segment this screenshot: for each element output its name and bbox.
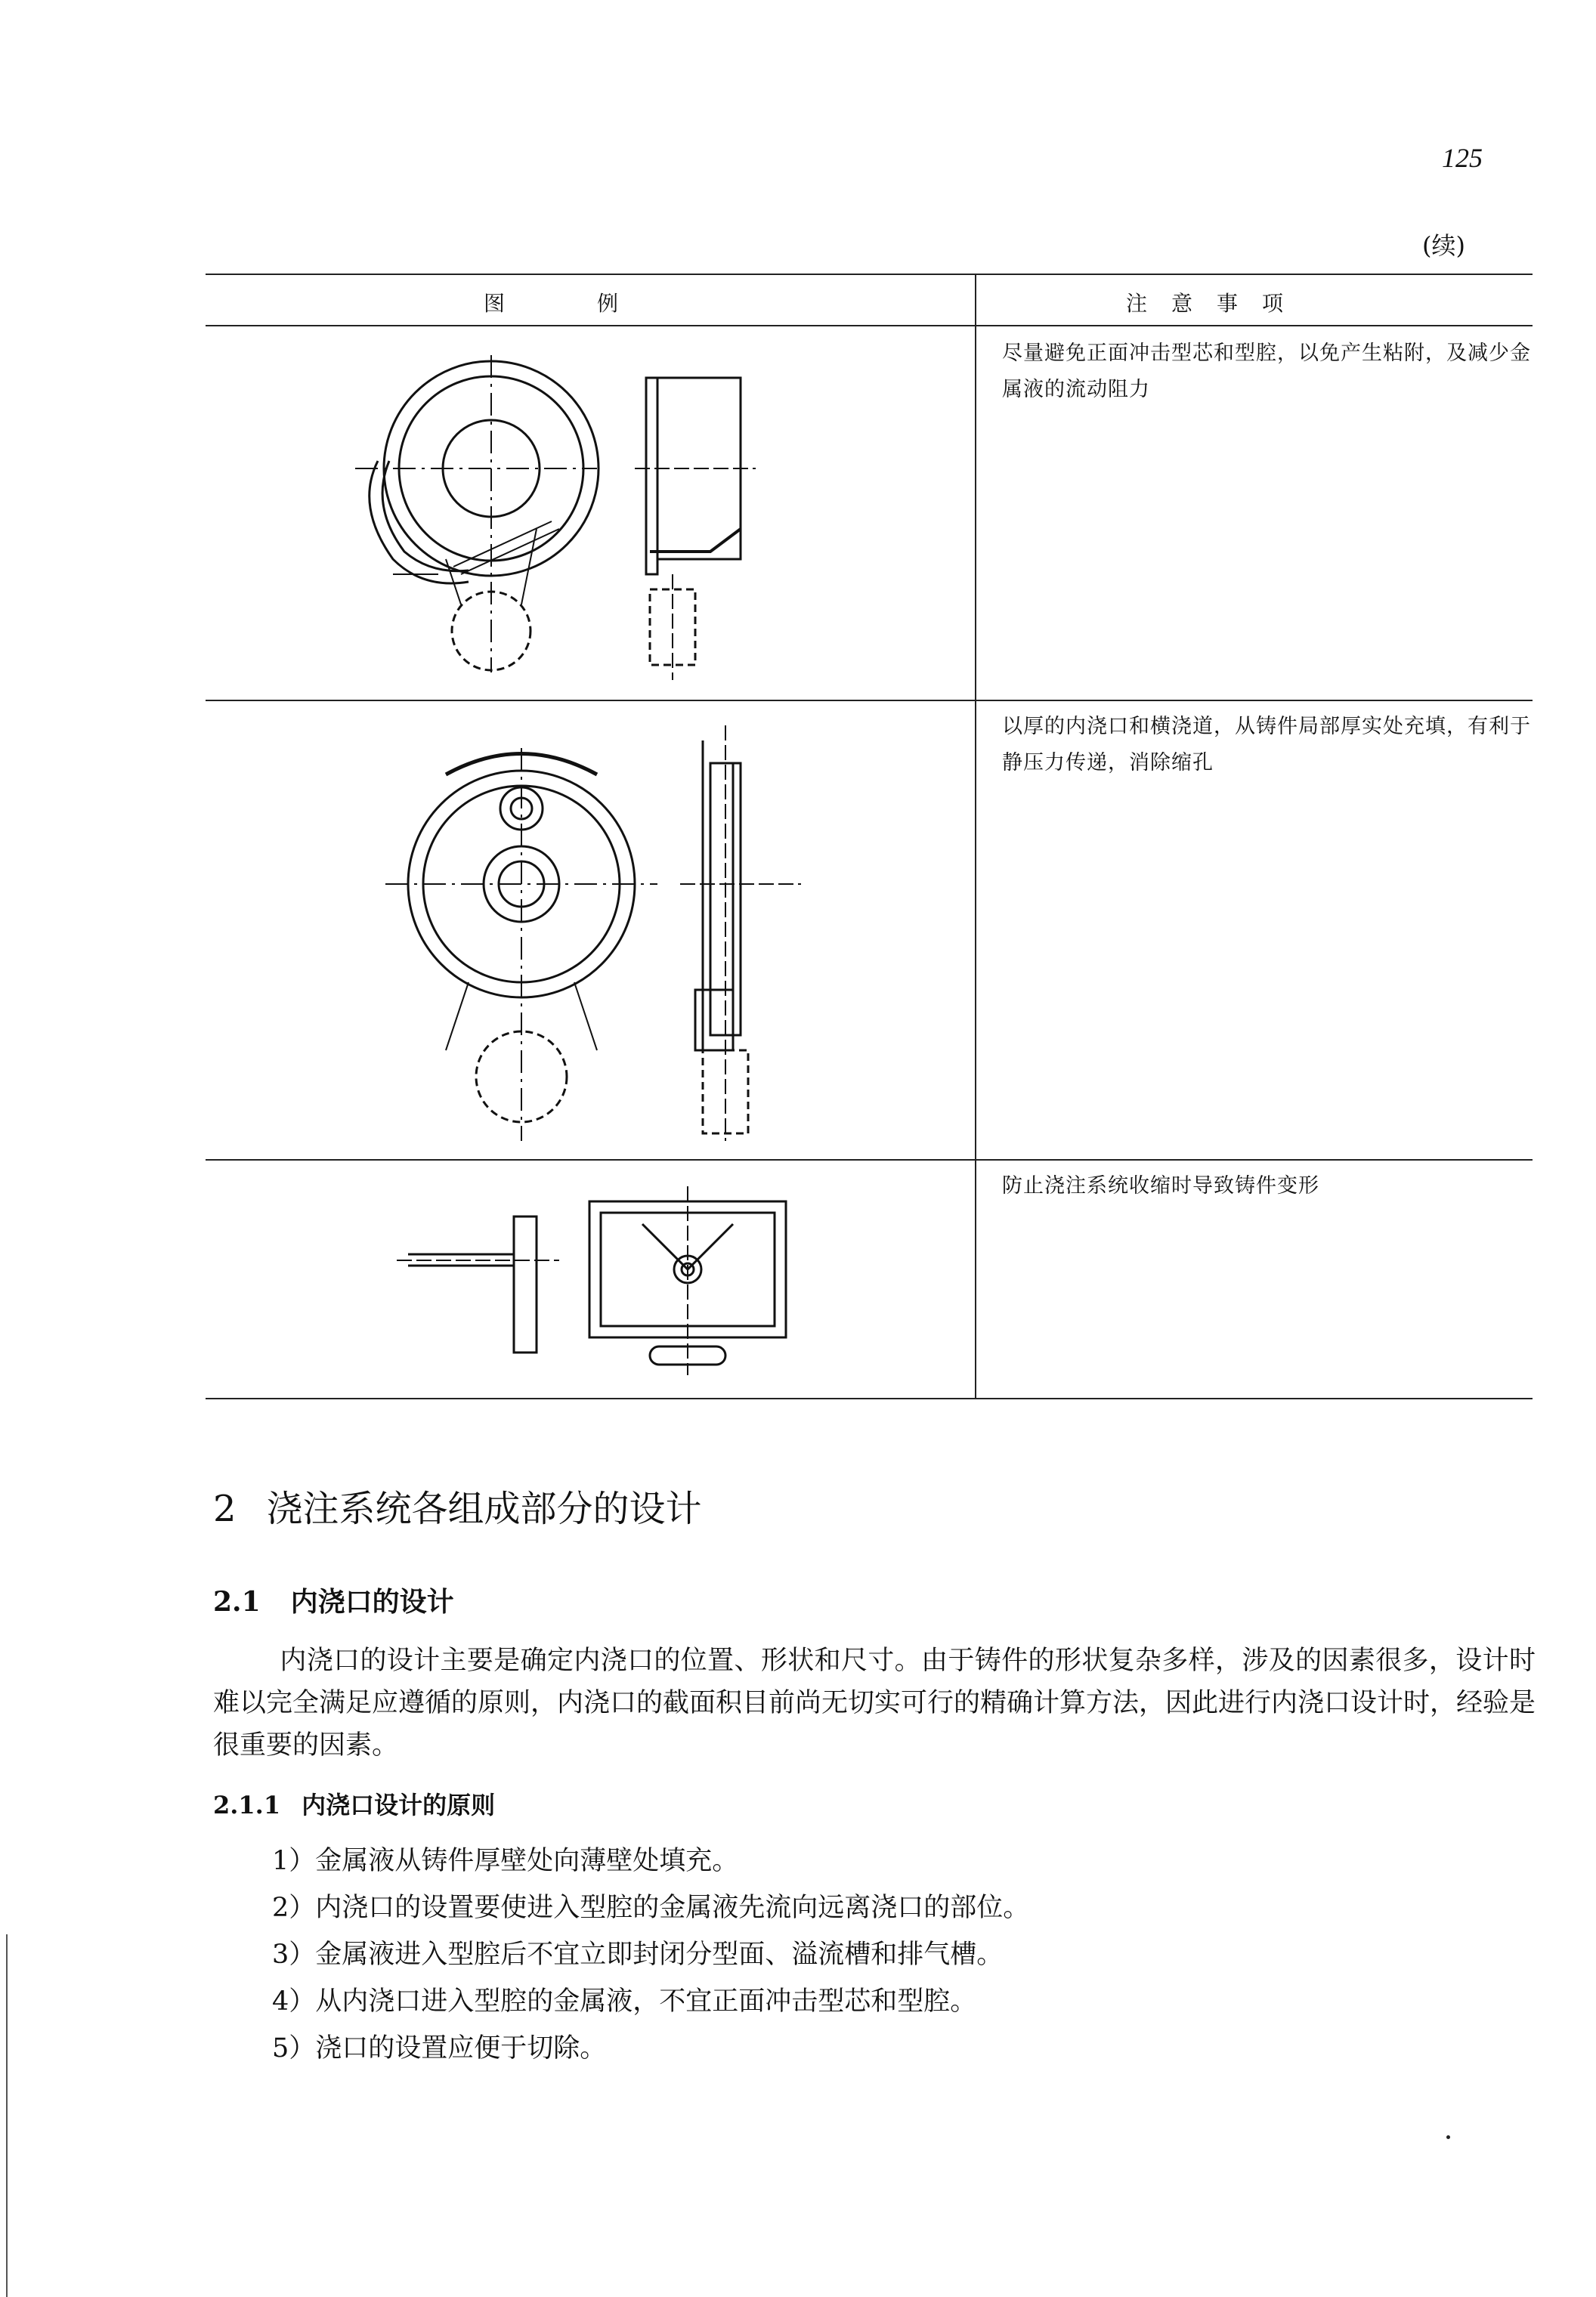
figure-row-1 [348,348,786,680]
scan-left-edge-line [6,1934,8,2297]
note-row-1: 尽量避免正面冲击型芯和型腔，以免产生粘附，及减少金属液的流动阻力 [1002,342,1531,401]
section-2-1-1-heading [213,1786,495,1821]
list-item: 5）浇口的设置应便于切除。 [272,2033,607,2064]
list-item: 2）内浇口的设置要使进入型腔的金属液先流向远离浇口的部位。 [272,1893,1030,1923]
section-2-1-1-title: 内浇口设计的原则 [302,1791,496,1819]
intro-paragraph-text: 内浇口的设计主要是确定内浇口的位置、形状和尺寸。由于铸件的形状复杂多样，涉及的因素很多，设计时难以完全满足应遵循的原则，内浇口的截面积目前尚无切实可行的精确计算方法，因此进行内浇口设计时，经验是很重要的因素。 [213,1646,1536,1761]
section-2-title: 浇注系统各组成部分的设计 [266,1488,702,1530]
list-item: 3）金属液进入型腔后不宜立即封闭分型面、溢流槽和排气槽。 [272,1940,1004,1970]
column-divider [975,274,976,1399]
figure-row-2 [378,718,816,1148]
principles-list [272,1838,1029,2072]
figure-row-3 [393,1179,801,1383]
page-number: 125 [1442,143,1483,173]
section-2-1-heading [213,1581,454,1619]
intro-paragraph [213,1640,1536,1767]
column-header-figure: 图 例 [484,291,620,316]
table-bottom-rule [206,1398,1533,1399]
scan-dot [1446,2135,1450,2139]
header-rule [206,325,1533,326]
section-2-1-title: 内浇口的设计 [290,1586,454,1618]
section-2-number: 2 [213,1488,237,1530]
continued-label: (续) [1422,231,1465,260]
row-divider-1 [206,700,1533,701]
row-divider-2 [206,1159,1533,1161]
table-top-rule [206,274,1533,275]
list-item: 4）从内浇口进入型腔的金属液，不宜正面冲击型芯和型腔。 [272,1986,977,2017]
section-2-1-number: 2.1 [213,1586,261,1618]
list-item: 1）金属液从铸件厚壁处向薄壁处填充。 [272,1846,739,1876]
column-header-notes: 注 意 事 项 [1126,291,1285,316]
section-2-heading [213,1479,702,1532]
note-row-3: 防止浇注系统收缩时导致铸件变形 [1002,1174,1319,1198]
note-row-2: 以厚的内浇口和横浇道，从铸件局部厚实处充填，有利于静压力传递，消除缩孔 [1002,715,1531,774]
section-2-1-1-number: 2.1.1 [213,1791,281,1819]
